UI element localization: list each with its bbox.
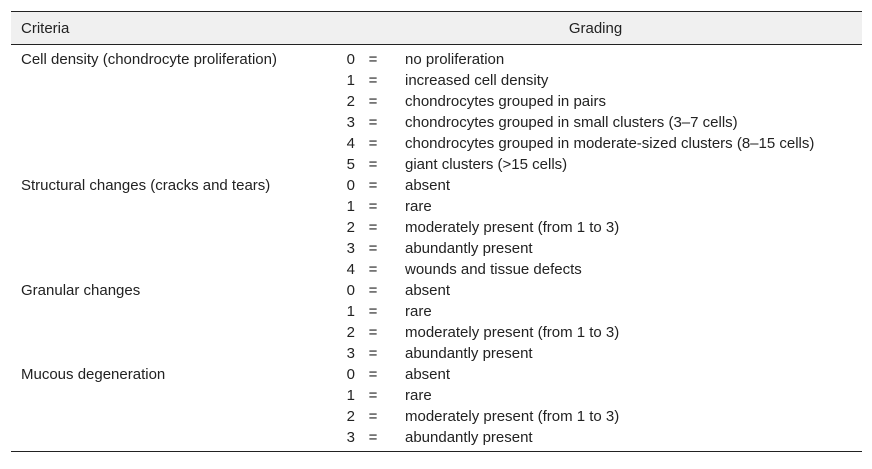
grade-score: 0 xyxy=(346,282,355,299)
grading-cell xyxy=(329,280,862,364)
grade-description: absent xyxy=(405,177,451,194)
criterion-cell: Structural changes (cracks and tears) xyxy=(21,177,271,194)
grade-equals-sign: = xyxy=(368,72,378,89)
grade-equals-sign: = xyxy=(368,156,378,173)
grade-score: 3 xyxy=(346,114,355,131)
grade-description: increased cell density xyxy=(405,72,549,89)
grade-equals-sign: = xyxy=(368,93,378,110)
grade-equals-sign: = xyxy=(368,114,378,131)
grade-line xyxy=(329,217,862,238)
grade-equals-sign: = xyxy=(368,387,378,404)
table-row xyxy=(11,280,862,364)
grade-equals-sign: = xyxy=(368,303,378,320)
grade-line xyxy=(329,154,862,175)
grading-cell xyxy=(329,364,862,452)
grade-line xyxy=(329,280,862,301)
grade-line xyxy=(329,133,862,154)
grade-description: chondrocytes grouped in moderate-sized clusters (8–15 cells) xyxy=(405,135,815,152)
grade-description: no proliferation xyxy=(405,51,505,68)
grade-score: 1 xyxy=(346,198,355,215)
grade-score: 3 xyxy=(346,429,355,446)
grade-line xyxy=(329,196,862,217)
grade-line xyxy=(329,406,862,427)
grading-cell xyxy=(329,175,862,280)
table-row xyxy=(11,175,862,280)
grade-line xyxy=(329,343,862,364)
grade-description: moderately present (from 1 to 3) xyxy=(405,219,620,236)
grade-line xyxy=(329,238,862,259)
grade-equals-sign: = xyxy=(368,345,378,362)
grade-description: rare xyxy=(405,387,432,404)
grade-description: absent xyxy=(405,366,451,383)
grade-score: 5 xyxy=(346,156,355,173)
grade-line xyxy=(329,301,862,322)
grade-equals-sign: = xyxy=(368,219,378,236)
grade-equals-sign: = xyxy=(368,51,378,68)
grade-description: moderately present (from 1 to 3) xyxy=(405,324,620,341)
table-header xyxy=(11,12,862,45)
table-body xyxy=(11,45,862,452)
grade-equals-sign: = xyxy=(368,261,378,278)
grade-line xyxy=(329,112,862,133)
grade-equals-sign: = xyxy=(368,198,378,215)
grade-score: 2 xyxy=(346,219,355,236)
grade-score: 4 xyxy=(346,135,355,152)
header-row xyxy=(11,12,862,45)
grade-score: 1 xyxy=(346,387,355,404)
grade-score: 1 xyxy=(346,303,355,320)
grade-description: abundantly present xyxy=(405,429,533,446)
grade-equals-sign: = xyxy=(368,240,378,257)
grade-score: 2 xyxy=(346,408,355,425)
criteria-column-header: Criteria xyxy=(11,12,329,45)
grade-description: rare xyxy=(405,303,432,320)
grade-score: 1 xyxy=(346,72,355,89)
grade-score: 0 xyxy=(346,51,355,68)
grade-line xyxy=(329,259,862,280)
grade-line xyxy=(329,91,862,112)
grade-score: 0 xyxy=(346,366,355,383)
grade-line xyxy=(329,364,862,385)
grade-score: 3 xyxy=(346,240,355,257)
grading-cell xyxy=(329,45,862,176)
grading-table xyxy=(11,11,862,452)
grade-line xyxy=(329,70,862,91)
grade-description: giant clusters (>15 cells) xyxy=(405,156,568,173)
criterion-cell: Mucous degeneration xyxy=(11,364,329,452)
grade-equals-sign: = xyxy=(368,324,378,341)
grading-table-container xyxy=(11,11,862,452)
grade-line xyxy=(329,49,862,70)
grade-score: 3 xyxy=(346,345,355,362)
grade-description: rare xyxy=(405,198,432,215)
grade-description: abundantly present xyxy=(405,345,533,362)
grade-description: absent xyxy=(405,282,451,299)
grade-description: chondrocytes grouped in pairs xyxy=(405,93,606,110)
criterion-cell: Cell density (chondrocyte proliferation) xyxy=(21,51,277,68)
grade-score: 2 xyxy=(346,324,355,341)
grade-score: 4 xyxy=(346,261,355,278)
grading-column-header: Grading xyxy=(329,12,862,45)
grade-equals-sign: = xyxy=(368,408,378,425)
table-row xyxy=(11,364,862,452)
grade-score: 2 xyxy=(346,93,355,110)
grade-line xyxy=(329,175,862,196)
grade-description: moderately present (from 1 to 3) xyxy=(405,408,620,425)
grade-equals-sign: = xyxy=(368,177,378,194)
grade-score: 0 xyxy=(346,177,355,194)
criterion-cell: Granular changes xyxy=(21,282,141,299)
grade-equals-sign: = xyxy=(368,282,378,299)
table-row xyxy=(11,45,862,176)
grade-description: abundantly present xyxy=(405,240,533,257)
grade-line xyxy=(329,385,862,406)
grade-description: chondrocytes grouped in small clusters (3–7 cells) xyxy=(405,114,738,131)
grade-line xyxy=(329,427,862,448)
grade-equals-sign: = xyxy=(368,429,378,446)
grade-description: wounds and tissue defects xyxy=(405,261,582,278)
grade-equals-sign: = xyxy=(368,135,378,152)
grade-equals-sign: = xyxy=(368,366,378,383)
grade-line xyxy=(329,322,862,343)
